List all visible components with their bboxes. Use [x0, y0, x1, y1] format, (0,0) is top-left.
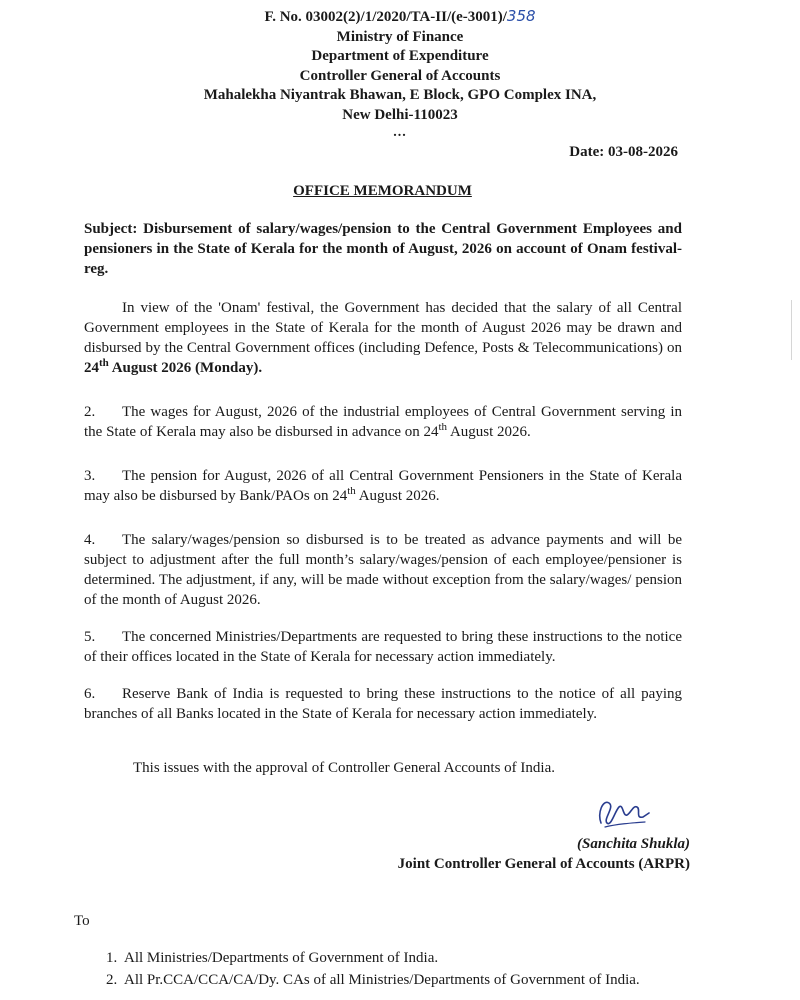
scan-edge-mark: [791, 300, 800, 360]
signatory-designation: Joint Controller General of Accounts (ARPR): [397, 856, 690, 872]
approval-note: This issues with the approval of Controller General Accounts of India.: [133, 760, 555, 776]
address-line-1: Mahalekha Niyantrak Bhawan, E Block, GPO Complex INA,: [203, 87, 597, 104]
paragraph-2-number: 2.: [84, 404, 96, 420]
paragraph-1-tail: August 2026 (Monday).: [108, 360, 263, 376]
paragraph-3-day: 24: [332, 488, 348, 504]
signatory-name: (Sanchita Shukla): [577, 836, 690, 852]
paragraph-5-text: The concerned Ministries/Departments are requested to bring these instructions to the notice of their offices located in the State of Kerala for necessary action immediately.: [84, 629, 682, 665]
memo-subject: Subject: Disbursement of salary/wages/pension to the Central Government Employees and pensioners in the State of Kerala for the month of August, 2026 on account of Onam festival-reg.: [84, 221, 682, 277]
paragraph-3-tail: August 2026.: [355, 488, 440, 504]
paragraph-4: [84, 530, 682, 610]
paragraph-4-number: 4.: [84, 532, 96, 548]
paragraph-3-sup: th: [347, 485, 356, 497]
paragraph-2-text: The wages for August, 2026 of the industrial employees of Central Government serving in the State of Kerala may also be disbursed in advance on: [84, 404, 682, 440]
paragraph-2: [84, 402, 682, 442]
paragraph-2-tail: August 2026.: [447, 424, 531, 440]
signature-mark: [593, 793, 653, 833]
recipient-item: 1. All Ministries/Departments of Government of India.: [121, 947, 761, 969]
paragraph-3: [84, 466, 682, 506]
file-number: [0, 7, 800, 28]
paragraph-3-number: 3.: [84, 468, 96, 484]
paragraph-1-text: In view of the 'Onam' festival, the Government has decided that the salary of all Central Government employees in the State of Kerala for the month of August 2026 may be drawn and disbursed by the Central Government offices (including Defence, Posts & Telecommunications) on: [84, 300, 682, 356]
paragraph-5: [84, 627, 682, 667]
header-separator: ...: [393, 125, 407, 140]
office-name: Controller General of Accounts: [299, 67, 501, 84]
paragraph-3-text: The pension for August, 2026 of all Central Government Pensioners in the State of Kerala may also be disbursed by Bank/PAOs on: [84, 468, 682, 504]
to-label: To: [74, 913, 90, 929]
paragraph-5-number: 5.: [84, 629, 96, 645]
paragraph-6-text: Reserve Bank of India is requested to bring these instructions to the notice of all paying branches of all Banks located in the State of Kerala for necessary action immediately.: [84, 686, 682, 722]
paragraph-1-day: 24: [84, 360, 99, 376]
handwritten-number: 358: [506, 7, 536, 25]
paragraph-2-day: 24: [423, 424, 439, 440]
ministry-name: Ministry of Finance: [336, 28, 464, 45]
paragraph-1: [84, 298, 682, 378]
letterhead: [0, 7, 800, 126]
paragraph-6-number: 6.: [84, 686, 96, 702]
recipient-list: [96, 947, 761, 991]
recipient-item: 2. All Pr.CCA/CCA/CA/Dy. CAs of all Ministries/Departments of Government of India.: [121, 969, 761, 991]
paragraph-6: [84, 684, 682, 724]
memo-title: OFFICE MEMORANDUM: [293, 183, 472, 199]
paragraph-4-text: The salary/wages/pension so disbursed is to be treated as advance payments and will be subject to adjustment after the full month’s salary/wages/pension of each employee/pensioner is determined. The adjustment, if any, will be made without exception from the salary/wages/ pension of the month of August 2026.: [84, 532, 682, 608]
paragraph-2-sup: th: [438, 421, 448, 433]
address-line-2: New Delhi-110023: [342, 106, 458, 123]
department-name: Department of Expenditure: [311, 48, 489, 65]
memo-date: Date: 03-08-2026: [569, 144, 678, 160]
file-number-text: F. No. 03002(2)/1/2020/TA-II/(e-3001)/: [264, 9, 507, 25]
paragraph-1-sup: th: [99, 357, 109, 369]
